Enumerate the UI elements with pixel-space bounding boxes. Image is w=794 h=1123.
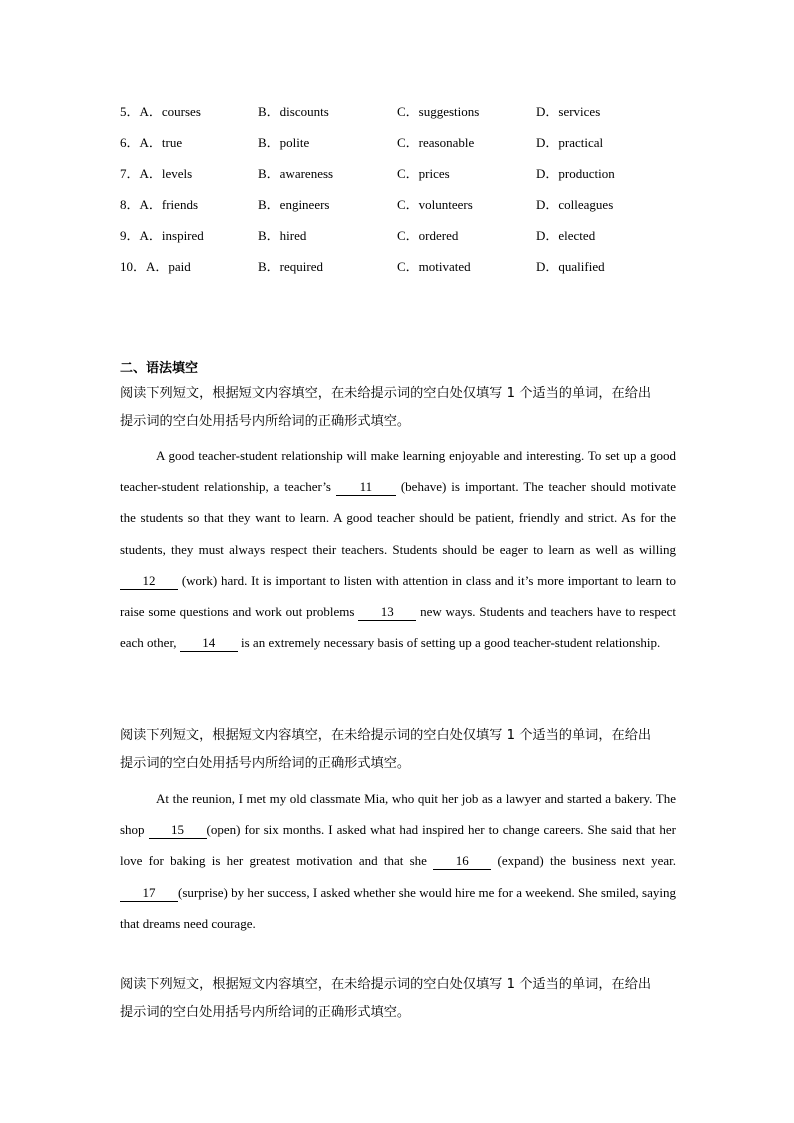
option-d: D．qualified xyxy=(536,259,605,274)
instruction-3 xyxy=(120,971,680,1027)
blank-11[interactable]: 11 xyxy=(336,479,396,496)
options-table xyxy=(120,100,680,286)
section-title: 二、语法填空 xyxy=(120,361,199,376)
option-b: B．engineers xyxy=(258,197,330,212)
option-a: 8．A．friends xyxy=(120,197,199,212)
passage-1 xyxy=(120,440,676,658)
option-row-6 xyxy=(120,131,680,162)
passage-text: At the reunion, I met my old classmate Mia, who quit her job as a lawyer and started a bakery. The shop xyxy=(120,791,676,838)
option-a: 9．A．inspired xyxy=(120,228,204,243)
option-b: B．hired xyxy=(258,228,307,243)
option-b: B．awareness xyxy=(258,166,334,181)
option-c: C．reasonable xyxy=(397,135,475,150)
option-d: D．production xyxy=(536,166,615,181)
instruction-line: 提示词的空白处用括号内所给词的正确形式填空。 xyxy=(120,756,411,771)
option-d: D．elected xyxy=(536,228,596,243)
option-d: D．practical xyxy=(536,135,604,150)
passage-text: (behave) is important. The teacher should motivate the students so that they want to learn. A good teacher should be patient, friendly and strict. As for the students, they must always respect their teachers. Students should be eager to learn as well as willing xyxy=(120,479,676,557)
instruction-1 xyxy=(120,380,680,436)
option-c: C．suggestions xyxy=(397,104,480,119)
option-row-9 xyxy=(120,224,680,255)
instruction-line: 阅读下列短文，根据短文内容填空，在未给提示词的空白处仅填写 1 个适当的单词，在给出 xyxy=(120,977,652,992)
blank-16[interactable]: 16 xyxy=(433,853,491,870)
passage-text: (expand) the business next year. xyxy=(491,853,676,869)
instruction-line: 提示词的空白处用括号内所给词的正确形式填空。 xyxy=(120,414,411,429)
option-b: B．discounts xyxy=(258,104,329,119)
option-row-10 xyxy=(120,255,680,286)
blank-13[interactable]: 13 xyxy=(358,604,416,621)
option-row-7 xyxy=(120,162,680,193)
option-row-8 xyxy=(120,193,680,224)
instruction-line: 阅读下列短文，根据短文内容填空，在未给提示词的空白处仅填写 1 个适当的单词，在给出 xyxy=(120,386,652,401)
option-b: B．polite xyxy=(258,135,310,150)
option-a: 6．A．true xyxy=(120,135,183,150)
passage-2 xyxy=(120,783,676,939)
option-row-5 xyxy=(120,100,680,131)
passage-text: (work) hard. It is important to listen with attention in class and it’s more important to learn to raise some questions and work out problems xyxy=(120,572,676,620)
passage-text: (surprise) by her success, I asked whether she would hire me for a weekend. She smiled, saying that dreams need courage. xyxy=(120,884,676,931)
option-a: 10．A．paid xyxy=(120,259,191,274)
option-c: C．motivated xyxy=(397,259,471,274)
blank-12[interactable]: 12 xyxy=(120,573,178,590)
option-d: D．colleagues xyxy=(536,197,614,212)
instruction-2 xyxy=(120,722,680,778)
option-c: C．ordered xyxy=(397,228,459,243)
passage-text: A good teacher-student relationship will make learning enjoyable and interesting. To set up a good teacher-student relationship, a teacher’s xyxy=(120,448,676,495)
option-c: C．prices xyxy=(397,166,450,181)
passage-text: is an extremely necessary basis of setting up a good teacher-student relationship. xyxy=(237,635,661,651)
blank-14[interactable]: 14 xyxy=(180,635,238,652)
option-d: D．services xyxy=(536,104,601,119)
instruction-line: 提示词的空白处用括号内所给词的正确形式填空。 xyxy=(120,1005,411,1020)
option-a: 7．A．levels xyxy=(120,166,193,181)
instruction-line: 阅读下列短文，根据短文内容填空，在未给提示词的空白处仅填写 1 个适当的单词，在给出 xyxy=(120,728,652,743)
option-b: B．required xyxy=(258,259,323,274)
passage-text: new ways. Students and teachers have to respect each other, xyxy=(120,604,676,651)
option-c: C．volunteers xyxy=(397,197,473,212)
blank-17[interactable]: 17 xyxy=(120,885,178,902)
blank-15[interactable]: 15 xyxy=(149,822,207,839)
passage-text: (open) for six months. I asked what had inspired her to change careers. She said that her love for baking is her greatest motivation and that she xyxy=(120,822,676,869)
option-a: 5．A．courses xyxy=(120,104,201,119)
